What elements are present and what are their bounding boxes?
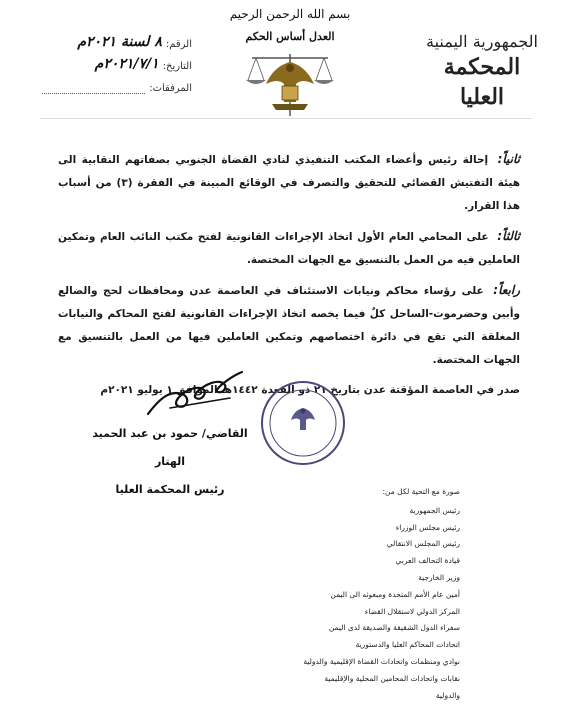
attachments-dotted-line — [42, 85, 145, 94]
date-value: ٢٠٢١/٧/١م — [94, 56, 159, 72]
judge-name: القاضي/ حمود بن عبد الحميد الهتار — [92, 427, 248, 468]
court-stamp-icon — [258, 378, 348, 468]
reference-block — [42, 28, 192, 94]
distribution-item: رئيس مجلس الوزراء — [395, 522, 460, 532]
institution-header — [422, 32, 542, 112]
decision-body — [58, 148, 520, 409]
attachments-row — [42, 72, 192, 94]
paragraph-heading: ثانياً: — [497, 152, 520, 166]
date-row — [42, 50, 192, 72]
paragraph-second — [58, 148, 520, 218]
issued-line: صدر في العاصمة المؤقتة عدن بتاريخ ٢١ ذو القعدة ١٤٤٢هـ الموافق ١ يوليو ٢٠٢١م — [100, 384, 520, 396]
signatory-block — [80, 420, 260, 504]
distribution-item: وزير الخارجية — [418, 572, 460, 582]
republic-name: الجمهورية اليمنية — [425, 32, 538, 51]
paragraph-heading: ثالثاً: — [497, 229, 521, 243]
paragraph-heading: رابعاً: — [493, 283, 521, 297]
header-divider — [40, 118, 532, 119]
date-label: التاريخ: — [162, 61, 192, 72]
distribution-heading: صورة مع التحية لكل من: — [382, 487, 460, 496]
reference-number-label: الرقم: — [165, 39, 192, 50]
reference-number-row — [42, 28, 192, 50]
distribution-item: رئيس الجمهورية — [409, 505, 460, 515]
distribution-item: رئيس المجلس الانتقالي — [386, 539, 460, 549]
judge-title: رئيس المحكمة العليا — [115, 483, 225, 496]
yemen-eagle-emblem-icon — [242, 50, 338, 120]
distribution-item: أمين عام الأمم المتحدة ومبعوثه الى اليمن — [330, 589, 460, 599]
handwritten-signature-icon — [140, 368, 250, 423]
court-name: المحكمة العليا — [443, 54, 521, 110]
paragraph-text: على المحامي العام الأول اتخاذ الإجراءات القانونية لفتح مكتب النائب العام وتمكين العاملين فيه من العمل بالتنسيق مع الجهات المختصة. — [58, 231, 520, 266]
court-motto: العدل أساس الحكم — [245, 30, 335, 43]
distribution-item: نوادي ومنظمات واتحادات القضاة الإقليمية والدولية — [303, 656, 460, 666]
distribution-item: اتحادات المحاكم العليا والدستورية — [355, 640, 460, 650]
distribution-item: سفراء الدول الشقيقة والصديقة لدى اليمن — [328, 623, 460, 633]
paragraph-text: إحالة رئيس وأعضاء المكتب التنفيذي لنادي القضاة الجنوبي بصفاتهم النقابية الى هيئة التفتيش القضائي للتحقيق والتصرف في الوقائع المبينة في الفقرة (٣) من أسباب هذا القرار. — [58, 154, 520, 212]
distribution-item: قيادة التحالف العربي — [395, 556, 460, 566]
emblem-header — [225, 6, 355, 120]
distribution-item: نقابات واتحادات المحامين المحلية والإقليمية والدولية — [324, 673, 460, 700]
paragraph-fourth — [58, 279, 520, 372]
attachments-label: المرفقات: — [149, 83, 192, 94]
paragraph-third — [58, 225, 520, 272]
reference-number-value: ٨ لسنة ٢٠٢١م — [77, 34, 162, 50]
distribution-list — [300, 484, 460, 704]
basmala: بسم الله الرحمن الرحيم — [229, 7, 351, 21]
distribution-item: المركز الدولي لاستقلال القضاء — [364, 606, 460, 616]
paragraph-text: على رؤساء محاكم ونيابات الاستئناف في العاصمة عدن ومحافظات لحج والضالع وأبين وحضرموت-الساحل كلٌ فيما يخصه اتخاذ الإجراءات القانونية لفتح المحاكم والنيابات المغلقة التي تقع في دائرة اختصاصهم وتمكين العاملين فيها من العمل بالتنسيق مع الجهات المختصة. — [58, 285, 520, 366]
